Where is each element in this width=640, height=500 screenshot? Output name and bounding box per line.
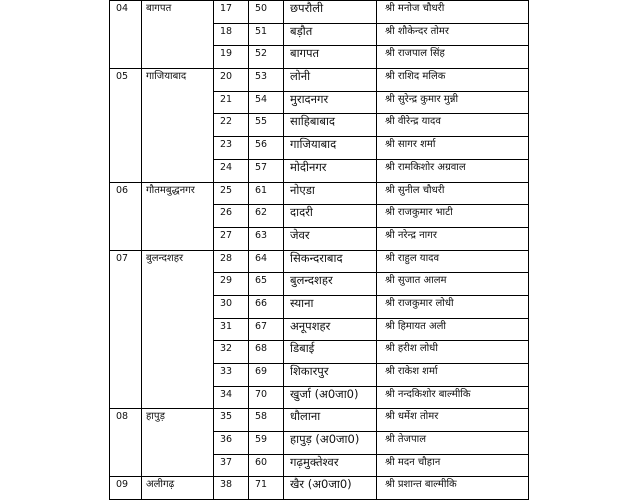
district-number-cell: 09 — [110, 477, 142, 500]
constituency-number-cell: 70 — [249, 386, 284, 409]
constituency-number-cell: 67 — [249, 318, 284, 341]
district-number-cell: 08 — [110, 409, 142, 432]
constituency-name-cell: जेवर — [284, 227, 377, 250]
table-row — [110, 318, 529, 341]
constituency-number-cell: 59 — [249, 432, 284, 455]
district-name-cell — [142, 318, 214, 341]
constituency-name-cell: दादरी — [284, 205, 377, 228]
constituency-number-cell: 66 — [249, 295, 284, 318]
serial-number-cell: 34 — [214, 386, 249, 409]
district-name-cell — [142, 205, 214, 228]
district-name-cell — [142, 46, 214, 69]
district-number-cell — [110, 114, 142, 137]
serial-number-cell: 24 — [214, 159, 249, 182]
constituency-number-cell: 58 — [249, 409, 284, 432]
constituency-number-cell: 63 — [249, 227, 284, 250]
district-name-cell: गौतमबुद्धनगर — [142, 182, 214, 205]
district-number-cell — [110, 364, 142, 387]
district-name-cell — [142, 91, 214, 114]
district-name-cell — [142, 341, 214, 364]
table-body — [110, 1, 529, 500]
constituency-number-cell: 51 — [249, 23, 284, 46]
constituency-number-cell: 71 — [249, 477, 284, 500]
district-number-cell — [110, 454, 142, 477]
constituency-name-cell: धौलाना — [284, 409, 377, 432]
district-name-cell — [142, 114, 214, 137]
district-name-cell — [142, 386, 214, 409]
district-name-cell — [142, 159, 214, 182]
constituency-number-cell: 68 — [249, 341, 284, 364]
candidate-name-cell: श्री मनोज चौधरी — [377, 1, 529, 24]
district-name-cell: हापुड़ — [142, 409, 214, 432]
district-number-cell — [110, 91, 142, 114]
district-number-cell — [110, 159, 142, 182]
constituency-name-cell: स्याना — [284, 295, 377, 318]
serial-number-cell: 30 — [214, 295, 249, 318]
constituency-name-cell: गाजियाबाद — [284, 137, 377, 160]
constituency-name-cell: अनूपशहर — [284, 318, 377, 341]
constituency-name-cell: हापुड़ (अ0जा0) — [284, 432, 377, 455]
constituency-number-cell: 52 — [249, 46, 284, 69]
serial-number-cell: 32 — [214, 341, 249, 364]
serial-number-cell: 35 — [214, 409, 249, 432]
district-number-cell — [110, 432, 142, 455]
table-row — [110, 1, 529, 24]
table-row — [110, 159, 529, 182]
district-number-cell — [110, 273, 142, 296]
constituency-number-cell: 65 — [249, 273, 284, 296]
serial-number-cell: 25 — [214, 182, 249, 205]
district-number-cell — [110, 318, 142, 341]
table-row — [110, 273, 529, 296]
table-row — [110, 386, 529, 409]
serial-number-cell: 29 — [214, 273, 249, 296]
candidate-name-cell: श्री तेजपाल — [377, 432, 529, 455]
district-name-cell — [142, 364, 214, 387]
table-row — [110, 182, 529, 205]
candidate-list-table — [109, 0, 529, 500]
candidate-name-cell: श्री शौकेन्दर तोमर — [377, 23, 529, 46]
candidate-name-cell: श्री राजकुमार भाटी — [377, 205, 529, 228]
serial-number-cell: 20 — [214, 69, 249, 92]
candidate-name-cell: श्री राजपाल सिंह — [377, 46, 529, 69]
table-row — [110, 295, 529, 318]
district-number-cell — [110, 137, 142, 160]
serial-number-cell: 27 — [214, 227, 249, 250]
district-number-cell — [110, 341, 142, 364]
district-name-cell: बागपत — [142, 1, 214, 24]
constituency-number-cell: 50 — [249, 1, 284, 24]
serial-number-cell: 22 — [214, 114, 249, 137]
serial-number-cell: 21 — [214, 91, 249, 114]
serial-number-cell: 18 — [214, 23, 249, 46]
table-row — [110, 69, 529, 92]
table-row — [110, 477, 529, 500]
candidate-name-cell: श्री राहुल यादव — [377, 250, 529, 273]
district-name-cell: अलीगढ़ — [142, 477, 214, 500]
table-row — [110, 205, 529, 228]
constituency-name-cell: सिकन्दराबाद — [284, 250, 377, 273]
district-number-cell: 07 — [110, 250, 142, 273]
constituency-number-cell: 61 — [249, 182, 284, 205]
candidate-name-cell: श्री राशिद मलिक — [377, 69, 529, 92]
table-row — [110, 454, 529, 477]
serial-number-cell: 33 — [214, 364, 249, 387]
constituency-number-cell: 69 — [249, 364, 284, 387]
table-row — [110, 432, 529, 455]
constituency-number-cell: 64 — [249, 250, 284, 273]
serial-number-cell: 37 — [214, 454, 249, 477]
table-row — [110, 137, 529, 160]
district-name-cell — [142, 295, 214, 318]
constituency-name-cell: लोनी — [284, 69, 377, 92]
table-row — [110, 409, 529, 432]
constituency-name-cell: मुरादनगर — [284, 91, 377, 114]
constituency-number-cell: 62 — [249, 205, 284, 228]
district-name-cell — [142, 23, 214, 46]
candidate-name-cell: श्री सुरेन्द्र कुमार मुन्नी — [377, 91, 529, 114]
candidate-name-cell: श्री सुनील चौधरी — [377, 182, 529, 205]
constituency-number-cell: 54 — [249, 91, 284, 114]
constituency-name-cell: गढ़मुक्तेश्वर — [284, 454, 377, 477]
district-number-cell: 04 — [110, 1, 142, 24]
table-row — [110, 227, 529, 250]
candidate-name-cell: श्री धर्मेश तोमर — [377, 409, 529, 432]
candidate-name-cell: श्री राकेश शर्मा — [377, 364, 529, 387]
constituency-number-cell: 57 — [249, 159, 284, 182]
serial-number-cell: 31 — [214, 318, 249, 341]
candidate-name-cell: श्री रामकिशोर अग्रवाल — [377, 159, 529, 182]
candidate-name-cell: श्री नन्दकिशोर बाल्मीकि — [377, 386, 529, 409]
district-name-cell — [142, 273, 214, 296]
serial-number-cell: 38 — [214, 477, 249, 500]
candidate-name-cell: श्री हिमायत अली — [377, 318, 529, 341]
district-name-cell — [142, 137, 214, 160]
candidate-name-cell: श्री वीरेन्द्र यादव — [377, 114, 529, 137]
constituency-number-cell: 55 — [249, 114, 284, 137]
constituency-name-cell: शिकारपुर — [284, 364, 377, 387]
constituency-number-cell: 56 — [249, 137, 284, 160]
serial-number-cell: 36 — [214, 432, 249, 455]
candidate-name-cell: श्री राजकुमार लोधी — [377, 295, 529, 318]
constituency-number-cell: 53 — [249, 69, 284, 92]
table-row — [110, 46, 529, 69]
candidate-name-cell: श्री सुजात आलम — [377, 273, 529, 296]
candidate-name-cell: श्री मदन चौहान — [377, 454, 529, 477]
serial-number-cell: 23 — [214, 137, 249, 160]
district-name-cell — [142, 227, 214, 250]
table-row — [110, 250, 529, 273]
constituency-name-cell: डिबाई — [284, 341, 377, 364]
constituency-name-cell: मोदीनगर — [284, 159, 377, 182]
district-number-cell: 06 — [110, 182, 142, 205]
table-row — [110, 23, 529, 46]
constituency-name-cell: साहिबाबाद — [284, 114, 377, 137]
constituency-name-cell: बड़ौत — [284, 23, 377, 46]
serial-number-cell: 26 — [214, 205, 249, 228]
district-number-cell — [110, 205, 142, 228]
district-number-cell — [110, 295, 142, 318]
candidate-name-cell: श्री हरीश लोधी — [377, 341, 529, 364]
district-number-cell — [110, 227, 142, 250]
district-number-cell — [110, 46, 142, 69]
constituency-name-cell: नोएडा — [284, 182, 377, 205]
district-number-cell — [110, 386, 142, 409]
district-name-cell — [142, 454, 214, 477]
candidate-name-cell: श्री नरेन्द्र नागर — [377, 227, 529, 250]
district-number-cell: 05 — [110, 69, 142, 92]
table-row — [110, 91, 529, 114]
serial-number-cell: 19 — [214, 46, 249, 69]
district-number-cell — [110, 23, 142, 46]
constituency-number-cell: 60 — [249, 454, 284, 477]
constituency-name-cell: खुर्जा (अ0जा0) — [284, 386, 377, 409]
constituency-name-cell: छपरौली — [284, 1, 377, 24]
constituency-name-cell: बागपत — [284, 46, 377, 69]
district-name-cell: बुलन्दशहर — [142, 250, 214, 273]
candidate-name-cell: श्री प्रशान्त बाल्मीकि — [377, 477, 529, 500]
candidate-name-cell: श्री सागर शर्मा — [377, 137, 529, 160]
district-name-cell: गाजियाबाद — [142, 69, 214, 92]
constituency-name-cell: खैर (अ0जा0) — [284, 477, 377, 500]
constituency-name-cell: बुलन्दशहर — [284, 273, 377, 296]
table-row — [110, 114, 529, 137]
table-row — [110, 341, 529, 364]
district-name-cell — [142, 432, 214, 455]
table-row — [110, 364, 529, 387]
serial-number-cell: 28 — [214, 250, 249, 273]
serial-number-cell: 17 — [214, 1, 249, 24]
